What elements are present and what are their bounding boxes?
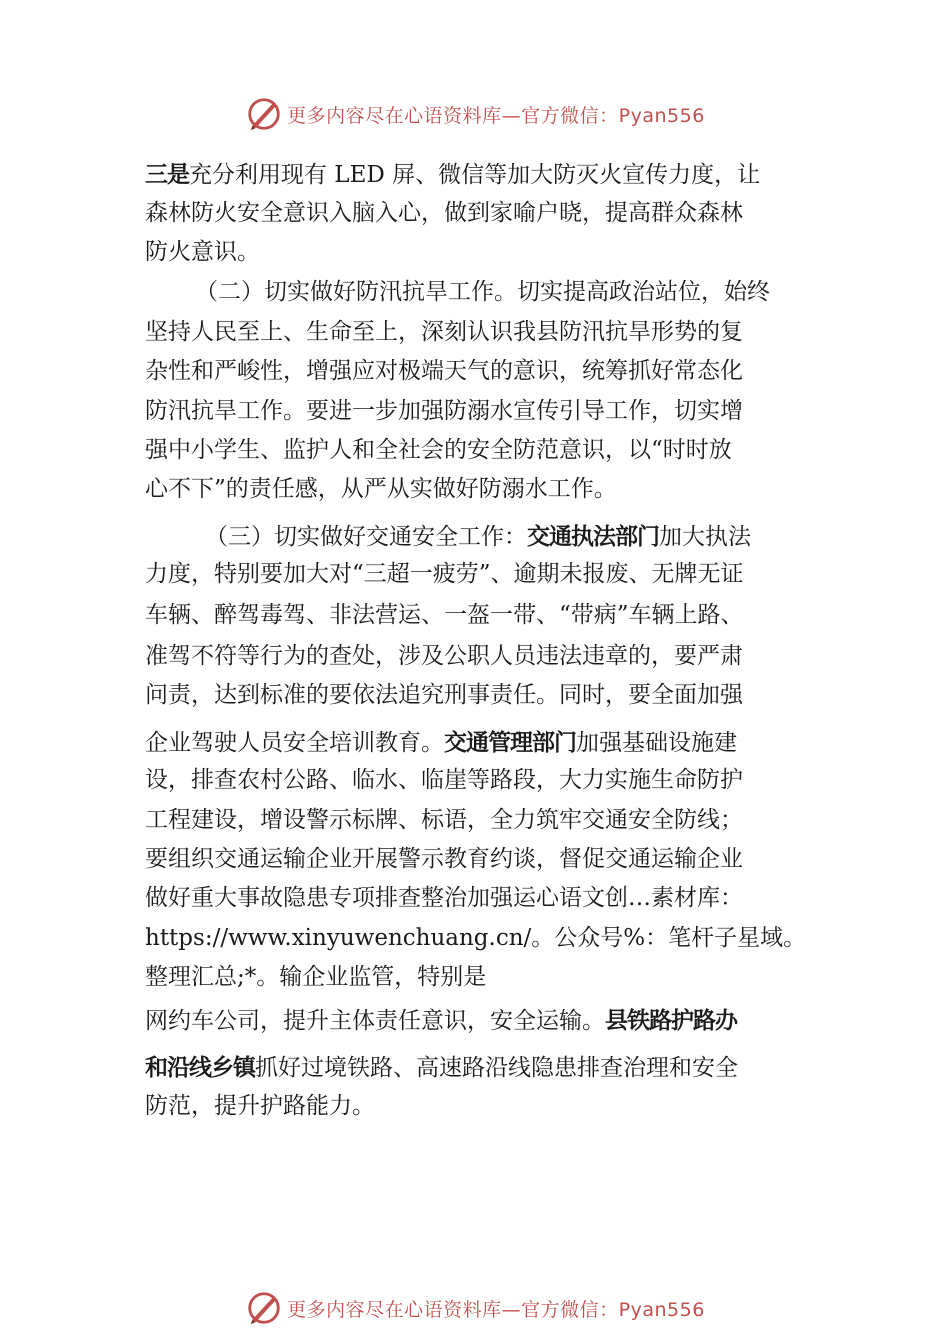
text-line: 防范，提升护路能力。 (145, 1093, 375, 1119)
text-line: https://www.xinyuwenchuang.cn/。公众号%：笔杆子星域。 (145, 925, 807, 951)
text-line: 强中小学生、监护人和全社会的安全防范意识，以“时时放 (145, 437, 732, 463)
text-line: 要组织交通运输企业开展警示教育约谈，督促交通运输企业 (145, 846, 743, 872)
text-line: 设，排查农村公路、临水、临崖等路段，大力实施生命防护 (145, 767, 743, 793)
text-line: 心不下”的责任感，从严从实做好防溺水工作。 (145, 476, 617, 502)
text-line: 三是充分利用现有 LED 屏、微信等加大防灭火宣传力度，让 (145, 162, 761, 188)
text-line: 做好重大事故隐患专项排查整治加强运心语文创…素材库： (145, 885, 743, 911)
text-line: 车辆、醉驾毒驾、非法营运、一盔一带、“带病”车辆上路、 (145, 602, 744, 628)
text-line: 工程建设，增设警示标牌、标语，全力筑牢交通安全防线； (145, 807, 743, 833)
text-line: 整理汇总;*。输企业监管，特别是 (145, 964, 487, 990)
text-line: 森林防火安全意识入脑入心，做到家喻户晓，提高群众森林 (145, 200, 743, 226)
watermark-text: 更多内容尽在心语资料库—官方微信：Pyan556 (287, 104, 705, 127)
text-line: 防汛抗旱工作。要进一步加强防溺水宣传引导工作，切实增 (145, 398, 743, 424)
text-line: 问责，达到标准的要依法追究刑事责任。同时，要全面加强 (145, 682, 743, 708)
pen-logo-icon (245, 1289, 283, 1327)
text-line: 防火意识。 (145, 239, 260, 265)
text-line: 杂性和严峻性，增强应对极端天气的意识，统筹抓好常态化 (145, 358, 743, 384)
header-watermark (0, 94, 950, 134)
text-line: （二）切实做好防汛抗旱工作。切实提高政治站位，始终 (195, 279, 770, 305)
text-line: 力度，特别要加大对“三超一疲劳”、逾期未报废、无牌无证 (145, 561, 744, 587)
text-line: 坚持人民至上、生命至上，深刻认识我县防汛抗旱形势的复 (145, 319, 743, 345)
footer-watermark (0, 1288, 950, 1328)
pen-logo-icon (245, 95, 283, 133)
text-line: （三）切实做好交通安全工作：交通执法部门加大执法 (205, 524, 751, 550)
watermark-text: 更多内容尽在心语资料库—官方微信：Pyan556 (287, 1298, 705, 1321)
text-line: 和沿线乡镇抓好过境铁路、高速路沿线隐患排查治理和安全 (145, 1055, 738, 1081)
text-line: 企业驾驶人员安全培训教育。交通管理部门加强基础设施建 (145, 730, 737, 756)
text-line: 网约车公司，提升主体责任意识，安全运输。县铁路护路办 (145, 1008, 737, 1034)
text-line: 准驾不符等行为的查处，涉及公职人员违法违章的，要严肃 (145, 643, 743, 669)
